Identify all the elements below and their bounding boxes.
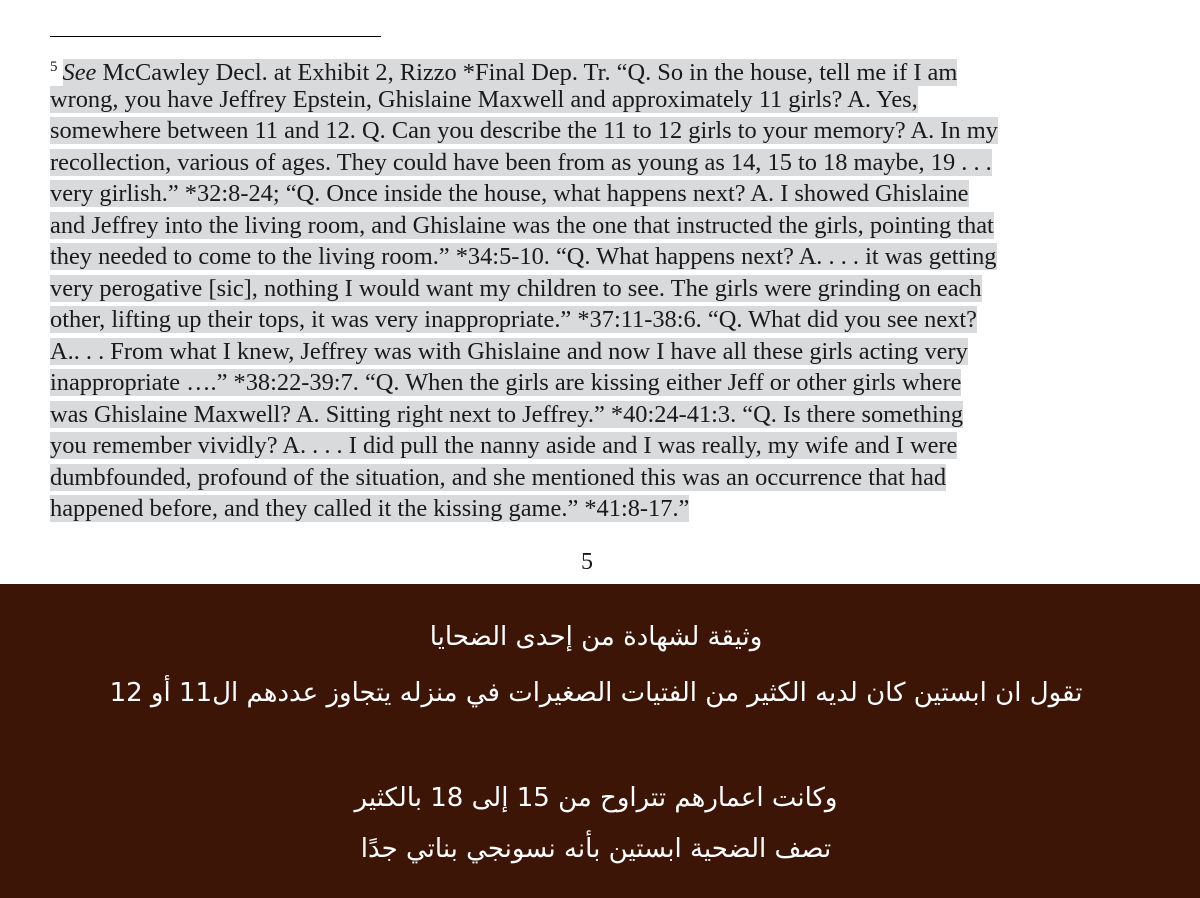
- footnote-text: happened before, and they called it the kissing game.” *41:8-17.”: [50, 495, 690, 522]
- caption-line-3: وكانت اعمارهم تتراوح من 15 إلى 18 بالكثير: [354, 783, 838, 813]
- footnote-number: 5: [50, 59, 58, 75]
- footnote-text: very perogative [sic], nothing I would want my children to see. The girls were grinding on each: [50, 274, 982, 302]
- footnote-text: somewhere between 11 and 12. Q. Can you describe the 11 to 12 girls to your memory? A. In my: [50, 117, 998, 144]
- footnote-text: recollection, various of ages. They could have been from as young as 14, 15 to 18 maybe, 19 . . .: [50, 148, 992, 176]
- footnote-text: they needed to come to the living room.” *34:5-10. “Q. What happens next? A. . . . it was getting: [50, 243, 997, 270]
- footnote-text: was Ghislaine Maxwell? A. Sitting right next to Jeffrey.” *40:24-41:3. “Q. Is there something: [50, 400, 964, 428]
- footnote-line-15: [50, 493, 1140, 525]
- caption-line-1: وثيقة لشهادة من إحدى الضحايا: [429, 622, 763, 652]
- footnote-text: other, lifting up their tops, it was very inappropriate.” *37:11-38:6. “Q. What did you see next?: [50, 306, 977, 333]
- footnote-text: and Jeffrey into the living room, and Ghislaine was the one that instructed the girls, pointing that: [50, 211, 994, 239]
- footnote-text: McCawley Decl. at Exhibit 2, Rizzo *Final Dep. Tr. “Q. So in the house, tell me if I am: [96, 59, 958, 86]
- footnote-line-14: [50, 462, 1140, 494]
- footnote-line-11: [50, 367, 1140, 399]
- footnote-line-8: [50, 273, 1140, 305]
- page-number: 5: [581, 549, 593, 575]
- footnote-line-3: [50, 115, 1140, 147]
- footnote-line-6: [50, 210, 1140, 242]
- footnote-line-7: [50, 241, 1140, 273]
- footnote-text: dumbfounded, profound of the situation, and she mentioned this was an occurrence that had: [50, 463, 947, 491]
- arabic-caption-panel: [0, 584, 1200, 898]
- footnote-line-9: [50, 304, 1140, 336]
- footnote-line-4: [50, 147, 1140, 179]
- footnote: [50, 52, 1140, 525]
- footnote-separator-rule: [50, 36, 381, 37]
- caption-line-4: تصف الضحية ابستين بأنه نسونجي بناتي جدًا: [360, 834, 832, 864]
- footnote-line-10: [50, 336, 1140, 368]
- footnote-line-13: [50, 430, 1140, 462]
- caption-line-2: تقول ان ابستين كان لديه الكثير من الفتيات الصغيرات في منزله يتجاوز عددهم ال11 أو 12: [109, 678, 1083, 708]
- footnote-text: wrong, you have Jeffrey Epstein, Ghislaine Maxwell and approximately 11 girls? A. Yes,: [50, 85, 918, 113]
- footnote-line-1: [50, 52, 1140, 84]
- footnote-text: A.. . . From what I knew, Jeffrey was with Ghislaine and now I have all these girls acting very: [50, 337, 968, 365]
- footnote-line-5: [50, 178, 1140, 210]
- footnote-text: very girlish.” *32:8-24; “Q. Once inside the house, what happens next? A. I showed Ghislaine: [50, 180, 969, 207]
- footnote-line-2: [50, 84, 1140, 116]
- footnote-text: you remember vividly? A. . . . I did pull the nanny aside and I was really, my wife and I were: [50, 432, 958, 459]
- footnote-text: inappropriate ….” *38:22-39:7. “Q. When the girls are kissing either Jeff or other girls where: [50, 369, 962, 396]
- footnote-line-12: [50, 399, 1140, 431]
- footnote-see-italic: See: [62, 59, 97, 86]
